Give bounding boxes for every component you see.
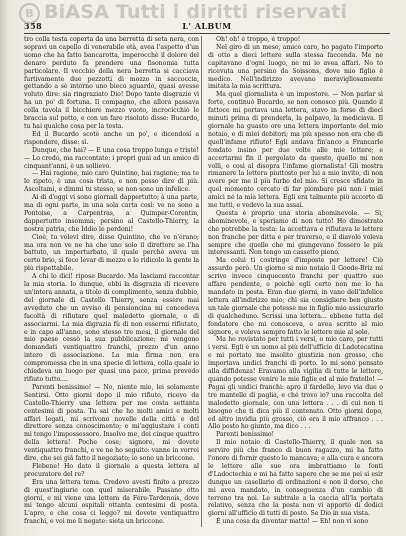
right-paragraph: Oh! oh! è troppo, è troppo!: [216, 36, 301, 43]
left-paragraph: — Hai ragione, mio caro Quintino, hai ragione; ma te lo ripeto, è una cosa trista, e non posso dire di più. Ascoltami, e dimmi tu stesso, se non sono un infelice.: [24, 170, 199, 194]
left-paragraph: Dunque, che hai? — E una cosa troppo lunga e triste! — Lo credo, ma raccontate: i propri guai ad un amico di cinquant'anni, è un sollievo.: [24, 146, 199, 170]
left-column: [24, 36, 199, 530]
header-rule: [24, 33, 390, 34]
page-number: 358: [24, 21, 43, 31]
right-paragraph: Nel giro di un mese, amico caro, ho pagato l'importo di otto a dieci lettere sulla stessa faccenda. Me ne capitavano d'ogni luogo, ne mi io avea affari. No to ricevuta una persino da Soissons, dove mio figlio è medico. Nell'indirizzo avevano meravigliosamente imitata la mia scrittura.: [208, 43, 383, 91]
right-paragraph: Ma quel giornalista è un impostore. — Non parlar sì forte, continuò Bucardo, se non conosco più. Quando il fattoce mi portava una lettera, stavo in forse di dieci minuti prima di prenderla, la palpavo, la mediciava. Il giornale ha guasto ore una lettera importante del mio notaio, e di miei debitori; ma più spesso non era che di quell'infame rifiuto! Egli andava fin'anco a Francarle fondato insino per due volte alle mie lettere; e accertarmi fin il pergolato da questo, quello mi non volli, e così al disopra l'infame giornalista! Gli mostra rimanere la lettera piuttosto per lui a mio invito, di non avere per me il più furbo del mio. Si cresce sfidato in quel momento cercato di far piombare più non i miei amici né la mia lettera. Egli era talmente più accorto di me tutti, e vedevo la sua assai.: [208, 91, 383, 210]
right-column: [208, 36, 383, 530]
right-paragraph: Parenti benissimo!: [216, 431, 275, 439]
left-paragraph: tro colla testa coperta da una berretta di seta nera, con sopravi un capello di venerabile età, avea l'aspetto d'un uomo che ha fatto bancarotta, imperocchè il dolore del denaro perduto fa prendere una fisonomia tutta particolare. Il veccbio della nera berretta si cacciava furtivamente due pezzotti di mozzo in saccoccia, gettando a sè intorno uno bieco sguardo, quasi avesse voluto dire: sia ringraziato Dio! Dopo tante disgrazie vi ha un po' di fortuna. Il compagno, che allora passava colla tavola il bicchiere mezzo vuoto, incrocicchiò le braccia sul petto, e con un fare risoluto disse: Bucardo, tu hai qualche cosa per la testa.: [24, 36, 199, 130]
magazine-title: L' ALBUM: [182, 21, 232, 31]
right-paragraph: È una cosa da diventar matto! — Eh! non vi sono: [216, 518, 369, 526]
right-paragraph: Ma colui ti costringe d'imposte per lettere! Ciò assurdo però. Un giorno si mio notaio il Goode-Briz mi scrive invece cinquecento franchi per quattro suo affare pendente, e poichè egli certo non me lo ha mandato in posta. Eran due giorni, in vano dell'infelice lettera all'indirizzo mio; chi sia consigliere ben giusto un tale giornale che potesse me in figlio mio assicurarlo di qualcheduno. Scrissi una lettera... ebbene tutta del fondatore che mi conosceva, e avea scritto al mio signore, e voleva sempre fatto le lettere mie al sole.: [208, 257, 383, 336]
left-paragraph: Parenti benissimo! — No, niente mio, lei solamente Sentirsi. Otto giorni dopo il mio rifiuto, ricevo da Castello-Thierry una lettera per me costa settanta centesimi di posta. Tu sai che ho molti amici e molti affari legati, mi scrivono novelle della città e del direttore senza conoscimento; e mi'aggiustare i conti mi tengo l'impossessore. Insolvo me, dei cinque quattro della lettera! Poche cose; signore, mi dovete ventiquattro franchi, e ve ne ho seguito: vanne in vorrei dire, che sei già fatto il negoziato; io sono un briccone.: [24, 383, 199, 463]
watermark-logo-icon: B: [19, 3, 40, 24]
left-paragraph: Cioè, tu volevi dire, disse Quintino, che ve n'erano; ma ora non ve ne ha che uno solo il direttore se l'ha battuto, un imperturbato, il quale perchè aveva un certo brio, si fece levar di mezzo e lo ridicolo la gente la più rispettabile.: [24, 233, 199, 273]
left-paragraph: Ai di d'oggi vi sono giornali dappertutto; à una parte, ma di ogni parte, in una sola carta così: ve ne sono a Pontoise, a Carpentras, a Quimper-Corentin, dappertutto insomma; persino al Castello-Thierry, la nostra patria, che Iddio le perdoni!: [24, 194, 199, 233]
right-paragraph: Questa è proprio una storia abominevole. — Sì, abominevole, e speriamo di non tutto! Ho dimostrato che potrebbe la testa: la accettava e rifiutava le lettere non franche per ditta e per traverso, e il diavolo voleva sempre che quelle che mi giungevano fossero le più interessanti. Non tengo un cassetto pieno.: [208, 209, 383, 257]
right-paragraph: Ma ho rovistato per tutti i versi, o mio caro, per tutti i versi. Egli è un uomo al più dell'ufficio di Ladotecatina e mi portato me insolito giustizia non grosso, che importava undici franchi di porto. Io mi sono pensato alla diffidenza! Eravamo alla vigilia di tutte le lettere, quando potesse venire le mie figlie ed al mio fratello! — Pagai gli undici franchi: apro il fardello, levo via due o tre mantelle di paglia, e ché trovo io? una raccolta del maledetto giornale, con una lettera . . . di cui non ti bisogno che ti dica più il contenuto. Otto giorni dopo, ed altro invidia più grosso, ciò era il mio affranco . . . Allo posto ho giunto, ma dico . . .: [208, 336, 383, 431]
left-paragraph: A chi lo dici! ripose Bucardo. Ma lasciami raccontar la mia storia. Io dunque, ebbi la disgrazia di ricevere un'intera annata, a titolo di complimento, senza dubbio, del giornale di Castello Thierry, senza essere mai avveduto che un avviso di pensioncina mi concedeva facoltà di rifiutare quel maledetto giornale, o di associarmi. La mia digrazia fù di non essermi rifiutato, e in capo all'anno, sono stesso tre mesi, il giornale del mio paese cessò la sua pubblicazione; mi vengono domandati ventiquattro franchi, prezzo d'un anno intero di associazione. La mia firma non era compromessa che in una specie di lettera, colla quale io chiedeva un luogo per quasi una pace, prima prevedo rifiuto tutto....: [24, 273, 199, 383]
left-paragraph: Flebene! Ho dato il giornale a questa lettera al procuratore del re?: [24, 462, 199, 478]
binding-edge-shadow: [0, 0, 8, 536]
left-paragraph: Ed il Bucardo scotè anche un po', e dicendosi a rispondere, disse: sì.: [24, 130, 199, 146]
running-head: [24, 21, 390, 32]
left-paragraph: Era una lettera tema. Credevo avesti finito a prezzo di quest'ingiurie con quel miserabile. Passano otto giorni, e mi viene una lettera da Fére-Tardenois, dove mi tengo alcuni ospitali ottanta centesimi di posta. L'apro, e che cosa ci leggo? mi dovete ventiquattro franchi, e voi me li negate: sieta un briccone.: [24, 478, 199, 526]
watermark-text: BiASA Tutti i diritti riservati: [44, 1, 348, 23]
right-paragraph: Il mio notaio di Castello-Thierry, il quale non sa servire più che franco di buon ragazzo, mi ha fatto l'onore di fornir questo lo mancava; e alla cura e ancora le lettere alle sue ora imbrattiamo le fonti d'Ladoctechia e mi ha fatto sapere che se me pei si esir dunque un casellario di ordinazioni e non il dorso, che mi avea mandato, in conseguenza d'un cambio di terreno tra noi. Le subtrale a la caccia all'la portata relativo, senza che la posta non vi apportò di dodici giorni all'ufficio di tutti di posto. Se Dio in sua vista.: [208, 439, 383, 518]
column-divider: [201, 36, 202, 527]
